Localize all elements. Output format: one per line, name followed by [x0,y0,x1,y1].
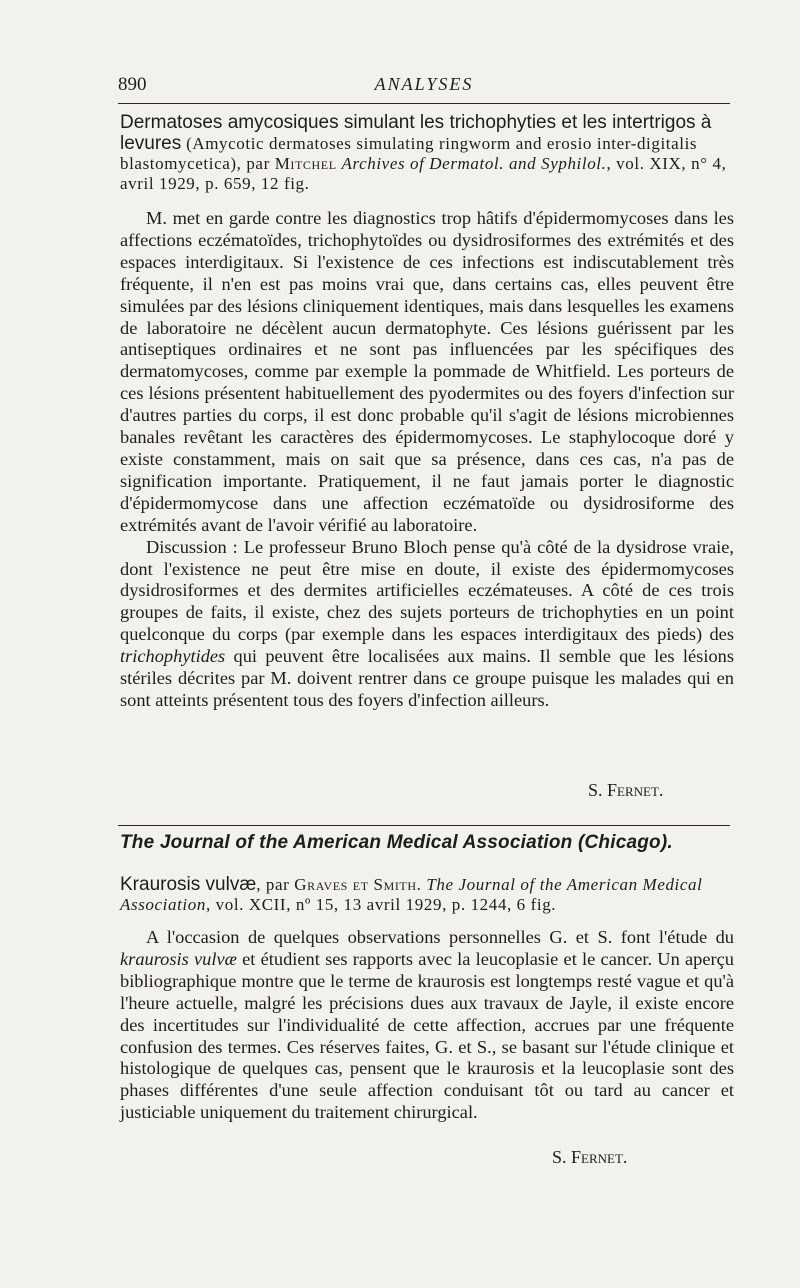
article1-journal: Archives of Dermatol. and Syphilol. [341,154,607,173]
article1-p2-post: qui peuvent être localisées aux mains. Il semble que les lésions stériles décrites par M. doivent rentrer dans ce groupe puisque les malades qui en sont atteints présentent tous des foyers d'infection ailleurs. [120,646,734,710]
article1-ref-pre: (Amycotic dermatoses simulating ringworm and erosio inter-digitalis blastomycetica), par [120,134,698,173]
header-rule [118,103,730,104]
article2-journal: The Journal of the American Medical Association [120,875,703,914]
journal-heading: The Journal of the American Medical Association (Chicago). [120,832,673,853]
article1-title: Dermatoses amycosiques simulant les trichophyties et les intertrigos à levures [120,112,712,154]
article2-heading [120,874,734,915]
running-title: ANALYSES [374,74,474,94]
article2-title: Kraurosis vulvæ [120,874,257,895]
article1-p2-em: trichophytides [120,646,226,667]
article1-author: Mitchel [274,154,337,173]
article1-signature: S. Fernet. [588,780,664,800]
article2-paragraph [120,927,734,1124]
article2-signature: S. Fernet. [552,1147,628,1167]
article2-body [120,927,734,1124]
article1-paragraph2 [120,537,734,712]
article2-ref-pre: , par [256,875,295,894]
page-header [118,74,730,100]
article1-heading [120,112,734,194]
article2-p-post: et étudient ses rapports avec la leucoplasie et le cancer. Un aperçu bibliographique montre que le terme de kraurosis est longtemps resté vague et qu'à l'heure actuelle, malgré les précisions dues aux travaux de Jayle, il existe encore des incertitudes sur l'individualité de cette affection, accrues par une fréquente confusion des termes. Ces réserves faites, G. et S., se basant sur l'étude clinique et histologique de quelques cas, pensent que le kraurosis et la leucoplasie sont des phases différentes d'une seule affection conduisant tôt ou tard au cancer et justiciable uniquement du traitement chirurgical. [120,948,734,1123]
article1-paragraph1: M. met en garde contre les diagnostics trop hâtifs d'épidermomycoses dans les affections eczématoïdes, trichophytoïdes ou dysidrosiformes des extrémités et des espaces interdigitaux. Si l'existence de ces infections est indiscutablement très fréquente, il n'en est pas moins vrai que, dans certains cas, elles peuvent être simulées par des lésions cliniquement identiques, mais dans lesquelles les examens de laboratoire ne décèlent aucun dermatophyte. Ces lésions guérissent par les antiseptiques ordinaires et ne sont pas influencées par les spécifiques des dermatomycoses, comme par exemple la pommade de Whitfield. Les porteurs de ces lésions présentent habituellement des pyodermites ou des foyers d'infection sur d'autres parties du corps, il est donc probable qu'il s'agit de lésions microbiennes banales revêtant les caractères des épidermomycoses. Le staphylocoque doré y existe constamment, mais on sait que sa présence, dans ces cas, n'a pas de signification importante. Pratiquement, il ne faut jamais porter le diagnostic d'épidermomycose dans une affection eczématoïde ou dysidrosiforme des extrémités avant de l'avoir vérifié au laboratoire. [120,208,734,535]
page-number: 890 [118,74,147,95]
article2-authors: Graves et Smith [294,875,417,894]
section-rule [118,825,730,826]
article2-p-em: kraurosis vulvæ [120,948,237,969]
article2-ref-mid: . [416,875,427,894]
article1-body [120,208,734,712]
article1-p2-pre: Discussion : Le professeur Bruno Bloch pense qu'à côté de la dysidrose vraie, dont l'existence ne peut être mise en doute, il existe des épidermomycoses dysidrosiformes et des dermites artificielles eczémateuses. A côté de ces trois groupes de faits, il existe, chez des sujets porteurs de trichophyties en un point quelconque du corps (par exemple dans les espaces interdigitaux des pieds) des [120,536,734,645]
article1-ref-post: , vol. XIX, n° 4, avril 1929, p. 659, 12 fig. [120,154,727,193]
article2-ref-post: , vol. XCII, nº 15, 13 avril 1929, p. 1244, 6 fig. [205,895,557,914]
article2-p-pre: A l'occasion de quelques observations personnelles G. et S. font l'étude du [146,927,734,947]
